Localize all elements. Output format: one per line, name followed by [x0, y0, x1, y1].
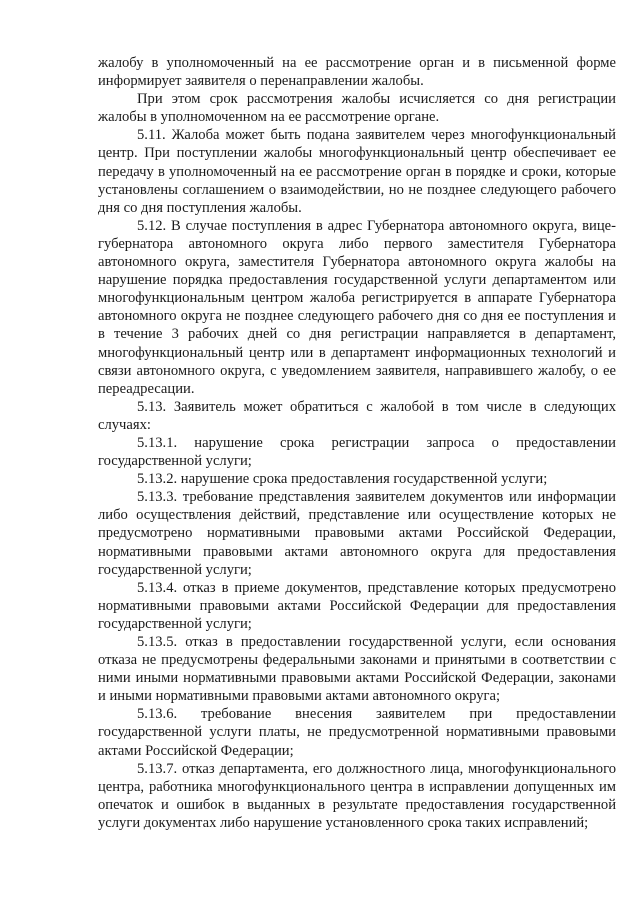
- paragraph-5-11: 5.11. Жалоба может быть подана заявителем через многофункциональный центр. При поступлении жалобы многофункциональный центр обеспечивает ее передачу в уполномоченный на ее рассмотрение орган в порядке и сроки, которые установлены соглашением о взаимодействии, но не позднее следующего рабочего дня со дня поступления жалобы.: [98, 127, 616, 216]
- paragraph-5-13: 5.13. Заявитель может обратиться с жалобой в том числе в следующих случаях:: [98, 398, 616, 433]
- paragraph-deadline-note: При этом срок рассмотрения жалобы исчисляется со дня регистрации жалобы в уполномоченном на ее рассмотрение органе.: [98, 91, 616, 126]
- paragraph-continuation: жалобу в уполномоченный на ее рассмотрение орган и в письменной форме информирует заявителя о перенаправлении жалобы.: [98, 55, 616, 90]
- paragraph-5-13-4: 5.13.4. отказ в приеме документов, представление которых предусмотрено нормативными правовыми актами Российской Федерации для предоставления государственной услуги;: [98, 579, 616, 632]
- paragraph-5-13-2: 5.13.2. нарушение срока предоставления государственной услуги;: [137, 471, 548, 488]
- paragraph-5-13-7: 5.13.7. отказ департамента, его должностного лица, многофункционального центра, работника многофункционального центра в исправлении допущенных им опечаток и ошибок в выданных в результате предоставления государственной услуги документах либо нарушение установленного срока таких исправлений;: [98, 760, 616, 831]
- document-page: [98, 54, 616, 832]
- paragraph-5-13-3: 5.13.3. требование представления заявителем документов или информации либо осуществления действий, представление или осуществление которых не предусмотрено нормативными правовыми актами Российской Федерации, нормативными правовыми актами автономного округа для предоставления государственной услуги;: [98, 489, 616, 578]
- paragraph-5-12: 5.12. В случае поступления в адрес Губернатора автономного округа, вице-губернатора автономного округа либо первого заместителя Губернатора автономного округа, заместителя Губернатора автономного округа жалобы на нарушение порядка предоставления государственной услуги департаментом или многофункциональным центром жалоба регистрируется в аппарате Губернатора автономного округа не позднее следующего рабочего дня со дня ее поступления и в течение 3 рабочих дней со дня регистрации направляется в департамент, многофункциональный центр или в департамент информационных технологий и связи автономного округа, с уведомлением заявителя, направившего жалобу, о ее переадресации.: [98, 217, 616, 397]
- paragraph-5-13-1: 5.13.1. нарушение срока регистрации запроса о предоставлении государственной услуги;: [98, 434, 616, 470]
- paragraph-5-13-5: 5.13.5. отказ в предоставлении государственной услуги, если основания отказа не предусмотрены федеральными законами и принятыми в соответствии с ними иными нормативными правовыми актами Российской Федерации, законами и иными нормативными правовыми актами автономного округа;: [98, 634, 616, 705]
- paragraph-5-13-6: 5.13.6. требование внесения заявителем при предоставлении государственной услуги платы, не предусмотренной нормативными правовыми актами Российской Федерации;: [98, 706, 616, 759]
